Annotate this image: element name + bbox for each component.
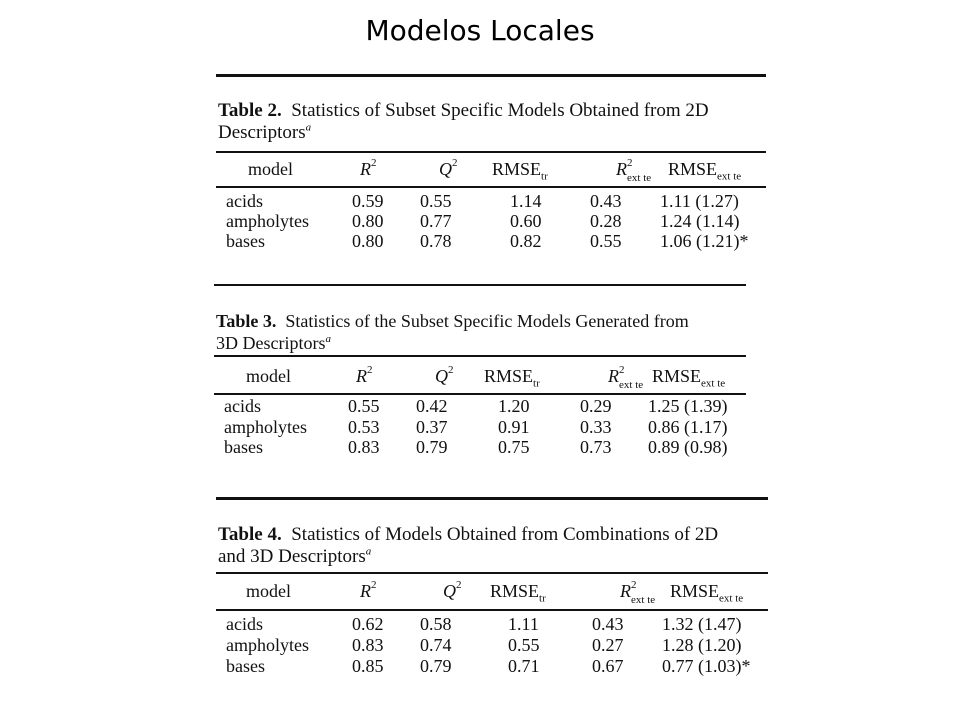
header-model: model <box>246 581 291 601</box>
header-rmse-ext: $RMSE_{ext te}$ <box>652 366 726 390</box>
header-r2-ext: R 2 ext te <box>616 157 652 184</box>
table-row <box>216 655 768 677</box>
footnote-mark: a <box>325 333 331 345</box>
table-4 <box>216 497 768 697</box>
table-2 <box>216 74 766 274</box>
cell-r2-ext: 0.33 <box>580 417 612 437</box>
table-label: Table 3. <box>216 311 277 331</box>
cell-rmse-ext: 0.86 (1.17) <box>648 417 728 437</box>
slide-title: Modelos Locales <box>365 14 595 47</box>
cell-q2: 0.42 <box>416 396 448 416</box>
header-rmse-ext: $RMSE_{ext te}$ <box>668 159 742 183</box>
cell-rmse-tr: 0.75 <box>498 437 530 457</box>
cell-q2: 0.78 <box>420 231 452 251</box>
cell-rmse-ext: 1.25 (1.39) <box>648 396 728 416</box>
cell-r2-ext: 0.67 <box>592 656 624 676</box>
header-top-rule <box>216 151 766 153</box>
cell-model: bases <box>226 231 265 251</box>
cell-rmse-tr: 0.55 <box>508 635 540 655</box>
caption-line-1: Statistics of Models Obtained from Combinations of 2D <box>291 524 719 545</box>
cell-q2: 0.55 <box>420 191 452 211</box>
header-r2: R 2 <box>356 364 373 386</box>
cell-r2: 0.55 <box>348 396 380 416</box>
header-top-rule <box>214 355 746 357</box>
cell-q2: 0.79 <box>416 437 448 457</box>
header-r2: R 2 <box>360 579 377 601</box>
cell-q2: 0.37 <box>416 417 448 437</box>
cell-r2-ext: 0.28 <box>590 211 622 231</box>
cell-model: acids <box>226 191 263 211</box>
header-q2: Q 2 <box>439 157 458 179</box>
cell-rmse-ext: 1.06 (1.21)* <box>660 231 749 251</box>
cell-rmse-ext: 0.77 (1.03)* <box>662 656 751 676</box>
table-header-row <box>216 157 766 184</box>
cell-r2-ext: 0.55 <box>590 231 622 251</box>
cell-r2: 0.62 <box>352 614 384 634</box>
cell-rmse-ext: 1.11 (1.27) <box>660 191 739 211</box>
cell-r2: 0.53 <box>348 417 380 437</box>
table-top-rule <box>214 284 746 286</box>
cell-model: ampholytes <box>226 211 309 231</box>
caption-line-1: Statistics of Subset Specific Models Obtained from 2D <box>291 100 709 121</box>
caption-line-1: Statistics of the Subset Specific Models Generated from <box>285 311 689 331</box>
table-row <box>214 436 746 458</box>
table-header-row <box>214 364 746 391</box>
header-r2-ext: R 2 ext te <box>608 364 644 391</box>
cell-q2: 0.77 <box>420 211 452 231</box>
table-row <box>214 416 746 438</box>
cell-r2-ext: 0.29 <box>580 396 612 416</box>
header-rmse-tr: $RMSE_{tr}$ <box>490 581 546 605</box>
table-header-row <box>216 579 768 606</box>
header-model: model <box>246 366 291 386</box>
caption-line-2: and 3D Descriptors <box>218 546 366 567</box>
footnote-mark: a <box>365 545 372 558</box>
caption-line-2: 3D Descriptors <box>216 333 326 353</box>
footnote-mark: a <box>305 121 312 134</box>
cell-r2: 0.85 <box>352 656 384 676</box>
cell-r2: 0.59 <box>352 191 384 211</box>
cell-r2-ext: 0.27 <box>592 635 624 655</box>
cell-rmse-tr: 0.82 <box>510 231 542 251</box>
cell-model: bases <box>224 437 263 457</box>
cell-rmse-tr: 0.91 <box>498 417 530 437</box>
table-label: Table 4. <box>218 524 282 545</box>
cell-rmse-tr: 1.11 <box>508 614 539 634</box>
cell-rmse-tr: 0.71 <box>508 656 540 676</box>
table-row <box>216 613 768 635</box>
cell-model: ampholytes <box>224 417 307 437</box>
header-r2-ext: R 2 ext te <box>620 579 656 606</box>
cell-model: bases <box>226 656 265 676</box>
table-caption <box>218 100 709 144</box>
cell-rmse-ext: 1.24 (1.14) <box>660 211 740 231</box>
cell-r2-ext: 0.43 <box>592 614 624 634</box>
cell-rmse-tr: 1.20 <box>498 396 530 416</box>
cell-r2-ext: 0.73 <box>580 437 612 457</box>
cell-q2: 0.58 <box>420 614 452 634</box>
table-top-rule <box>216 74 766 77</box>
caption-line-2: Descriptors <box>218 122 306 143</box>
cell-r2: 0.83 <box>348 437 380 457</box>
table-3 <box>214 284 746 484</box>
cell-r2: 0.80 <box>352 211 384 231</box>
cell-q2: 0.79 <box>420 656 452 676</box>
header-bottom-rule <box>216 186 766 188</box>
header-bottom-rule <box>216 609 768 611</box>
cell-model: ampholytes <box>226 635 309 655</box>
header-rmse-tr: $RMSE_{tr}$ <box>492 159 548 183</box>
cell-r2: 0.80 <box>352 231 384 251</box>
header-r2: R 2 <box>360 157 377 179</box>
cell-q2: 0.74 <box>420 635 452 655</box>
table-row <box>216 634 768 656</box>
cell-rmse-ext: 1.32 (1.47) <box>662 614 742 634</box>
cell-model: acids <box>226 614 263 634</box>
cell-rmse-tr: 0.60 <box>510 211 542 231</box>
table-caption <box>218 524 718 568</box>
table-label: Table 2. <box>218 100 282 121</box>
header-q2: Q 2 <box>443 579 462 601</box>
cell-rmse-ext: 1.28 (1.20) <box>662 635 742 655</box>
cell-rmse-ext: 0.89 (0.98) <box>648 437 728 457</box>
header-top-rule <box>216 572 768 574</box>
cell-r2: 0.83 <box>352 635 384 655</box>
table-row <box>216 210 766 232</box>
cell-model: acids <box>224 396 261 416</box>
table-row <box>216 190 766 212</box>
table-top-rule <box>216 497 768 500</box>
header-rmse-tr: $RMSE_{tr}$ <box>484 366 540 390</box>
cell-r2-ext: 0.43 <box>590 191 622 211</box>
header-q2: Q 2 <box>435 364 454 386</box>
table-caption <box>216 310 689 354</box>
table-row <box>214 395 746 417</box>
cell-rmse-tr: 1.14 <box>510 191 542 211</box>
table-row <box>216 230 766 252</box>
header-model: model <box>248 159 293 179</box>
header-rmse-ext: $RMSE_{ext te}$ <box>670 581 744 605</box>
